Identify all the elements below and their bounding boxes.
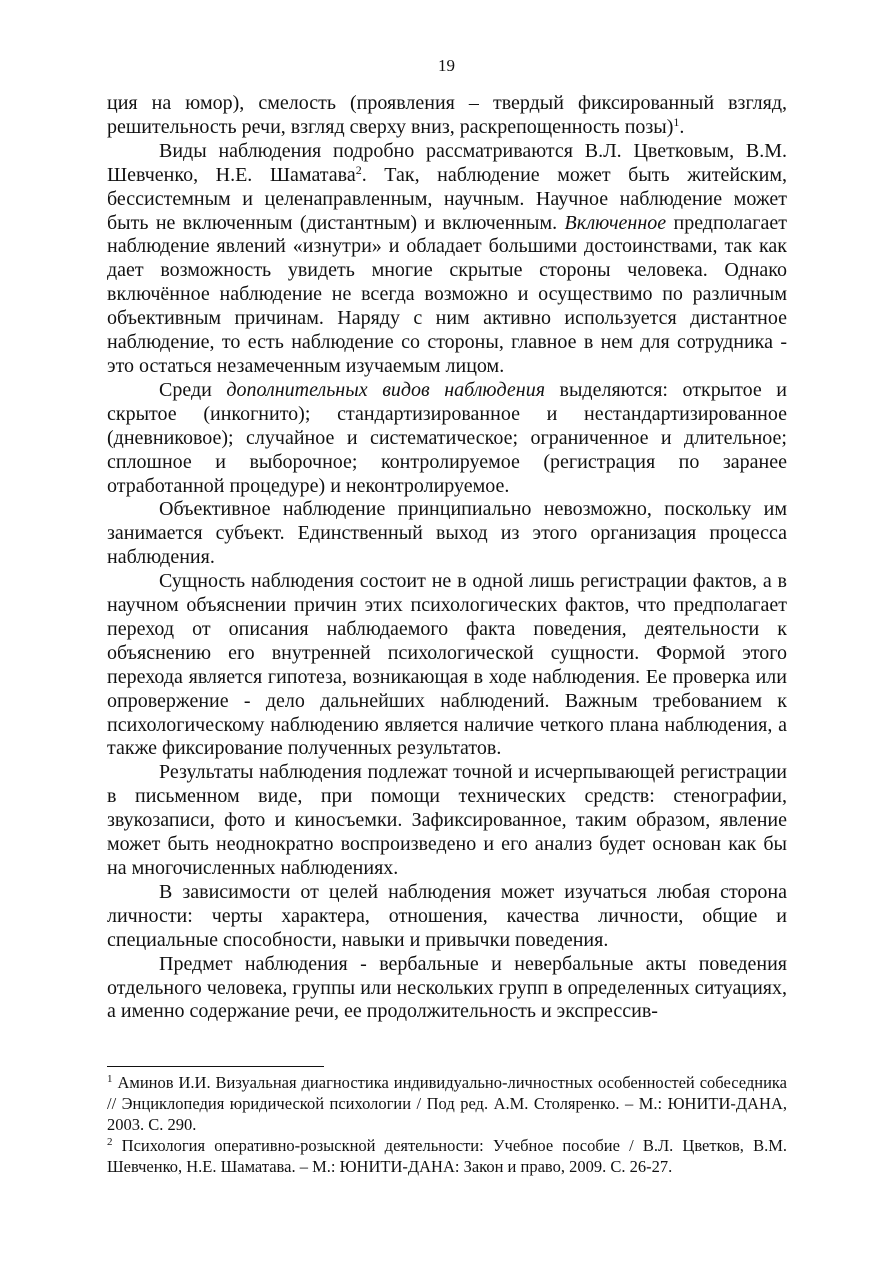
text-run: В зависимости от целей наблюдения может изучаться любая сторона личности: черты характера, отношения, качества личности, общие и специальные способности, навыки и привычки поведения. bbox=[107, 880, 787, 951]
footnote-text: Психология оперативно-розыскной деятельности: Учебное пособие / В.Л. Цветков, В.М. Шевченко, Н.Е. Шаматава. – М.: ЮНИТИ-ДАНА: Закон и право, 2009. С. 26-27. bbox=[107, 1136, 787, 1176]
text-run: . Так, наблюдение может быть житейским, бессистемным и целенаправленным, научным. Научное наблюдение может быть не включенным (дистантным) и включенным. bbox=[107, 163, 787, 234]
text-run: предполагает наблюдение явлений «изнутри» и обладает большими достоинствами, так как дает возможность увидеть многие скрытые стороны человека. Однако включённое наблюдение не всегда возможно и осуществимо по различным объективным причинам. Наряду с ним активно используется дистантное наблюдение, то есть наблюдение со стороны, главное в нем для сотрудника - это остаться незамеченным изучаемым лицом. bbox=[107, 211, 787, 377]
footnote-2 bbox=[107, 1135, 787, 1177]
paragraph-personality bbox=[107, 881, 787, 953]
paragraph-additional-types bbox=[107, 379, 787, 499]
footnote-separator bbox=[107, 1066, 324, 1067]
body-text bbox=[107, 92, 787, 1024]
text-run: Объективное наблюдение принципиально невозможно, поскольку им занимается субъект. Единственный выход из этого организация процесса наблюдения. bbox=[107, 498, 787, 569]
text-run: Предмет наблюдения - вербальные и невербальные акты поведения отдельного человека, группы или нескольких групп в определенных ситуациях, а именно содержание речи, ее продолжительность и экспрессив- bbox=[107, 952, 787, 1023]
paragraph-results bbox=[107, 761, 787, 881]
footnotes bbox=[107, 1072, 787, 1177]
paragraph-subject bbox=[107, 953, 787, 1025]
paragraph-essence bbox=[107, 570, 787, 761]
footnote-marker-2: 2 bbox=[107, 1136, 113, 1148]
text-run: Результаты наблюдения подлежат точной и исчерпывающей регистрации в письменном виде, при помощи технических средств: стенографии, звукозаписи, фото и киносъемки. Зафиксированное, таким образом, явление может быть неоднократно воспроизведено и его анализ будет основан как бы на многочисленных наблюдениях. bbox=[107, 761, 787, 879]
text-run: . bbox=[679, 115, 685, 138]
footnote-marker-1: 1 bbox=[107, 1073, 113, 1085]
text-run: ция на юмор), смелость (проявления – твердый фиксированный взгляд, решительность речи, взгляд сверху вниз, раскрепощенность позы) bbox=[107, 92, 787, 138]
paragraph-continuation bbox=[107, 92, 787, 140]
italic-term: дополнительных видов наблюдения bbox=[226, 378, 545, 401]
footnote-ref-2[interactable]: 2 bbox=[355, 162, 362, 177]
text-run: Сущность наблюдения состоит не в одной лишь регистрации фактов, а в научном объяснении причин этих психологических фактов, что предполагает переход от описания наблюдаемого факта поведения, деятельности к объяснению его внутренней психологической сущности. Формой этого перехода является гипотеза, возникающая в ходе наблюдения. Ее проверка или опровержение - дело дальнейших наблюдений. Важным требованием к психологическому наблюдению является наличие четкого плана наблюдения, а также фиксирование полученных результатов. bbox=[107, 570, 787, 760]
italic-term: Включенное bbox=[564, 211, 667, 234]
page-number: 19 bbox=[438, 56, 455, 75]
text-run: Виды наблюдения подробно рассматриваются В.Л. Цветковым, В.М. Шевченко, Н.Е. Шаматава bbox=[107, 139, 787, 186]
text-run: выделяются: открытое и скрытое (инкогнито); стандартизированное и нестандартизированное (дневниковое); случайное и систематическое; ограниченное и длительное; сплошное и выборочное; контролируемое (регистрация по заранее отработанной процедуре) и неконтролируемое. bbox=[107, 378, 787, 497]
paragraph-observation-types bbox=[107, 140, 787, 379]
footnote-text: Аминов И.И. Визуальная диагностика индивидуально-личностных особенностей собеседника // Энциклопедия юридической психологии / Под ред. А.М. Столяренко. – М.: ЮНИТИ-ДАНА, 2003. С. 290. bbox=[107, 1073, 787, 1134]
footnote-1 bbox=[107, 1072, 787, 1135]
footnote-ref-1[interactable]: 1 bbox=[673, 114, 680, 129]
paragraph-objective-observation bbox=[107, 498, 787, 570]
text-run: Среди bbox=[159, 378, 227, 401]
